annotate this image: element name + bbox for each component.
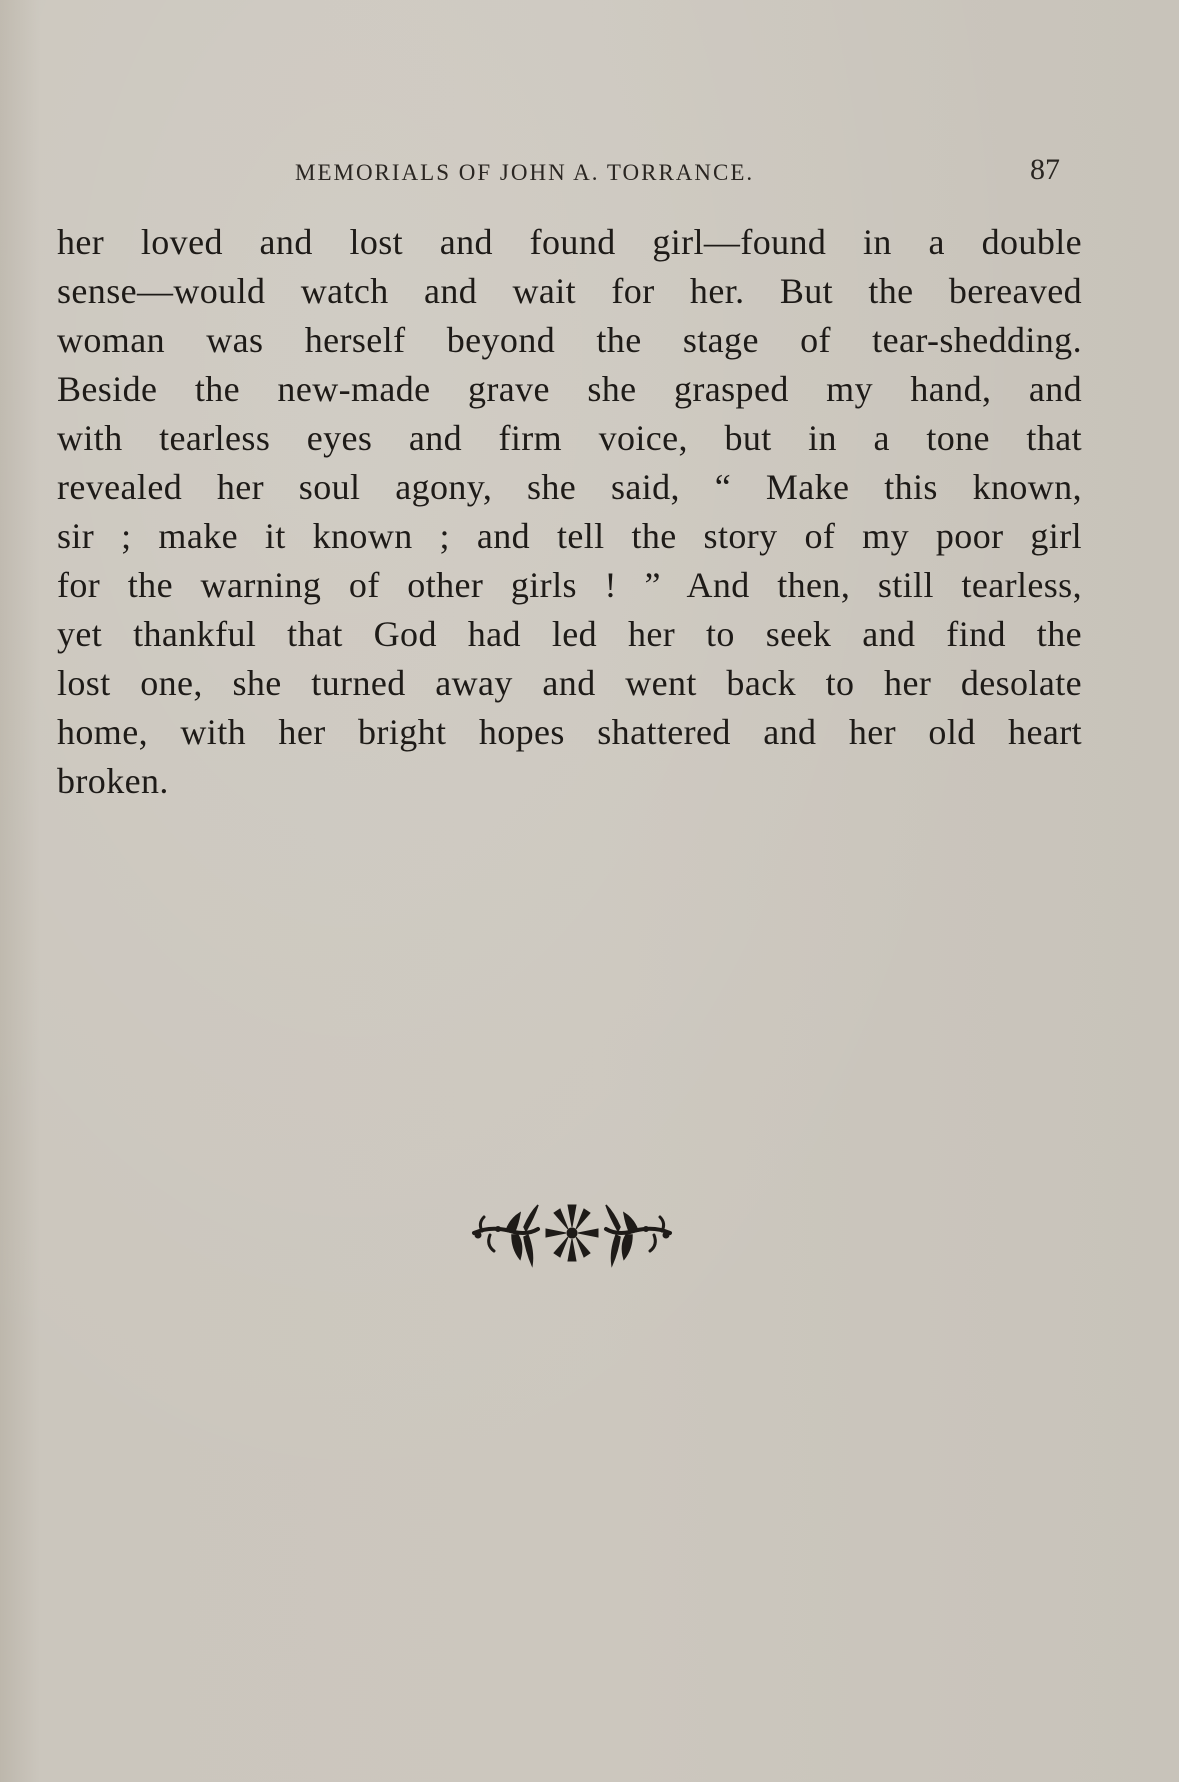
text-line: home, with her bright hopes shattered and her old heart [57, 712, 1082, 752]
text-line: yet thankful that God had led her to seek and find the [57, 614, 1082, 654]
text-line: with tearless eyes and firm voice, but in a tone that [57, 418, 1082, 458]
floral-ornament-icon [468, 1195, 676, 1269]
running-head: MEMORIALS OF JOHN A. TORRANCE. [295, 160, 755, 185]
text-line: lost one, she turned away and went back to her desolate [57, 663, 1082, 703]
body-text [57, 218, 1082, 806]
text-line: for the warning of other girls ! ” And then, still tearless, [57, 565, 1082, 605]
text-line: sense—would watch and wait for her. But the bereaved [57, 271, 1082, 311]
text-line: broken. [57, 761, 169, 801]
text-line: sir ; make it known ; and tell the story of my poor girl [57, 516, 1082, 556]
page-number: 87 [1030, 153, 1060, 186]
text-line: Beside the new-made grave she grasped my hand, and [57, 369, 1082, 409]
text-line: revealed her soul agony, she said, “ Make this known, [57, 467, 1082, 507]
text-line: woman was herself beyond the stage of tear-shedding. [57, 320, 1082, 360]
text-line: her loved and lost and found girl—found in a double [57, 222, 1082, 262]
